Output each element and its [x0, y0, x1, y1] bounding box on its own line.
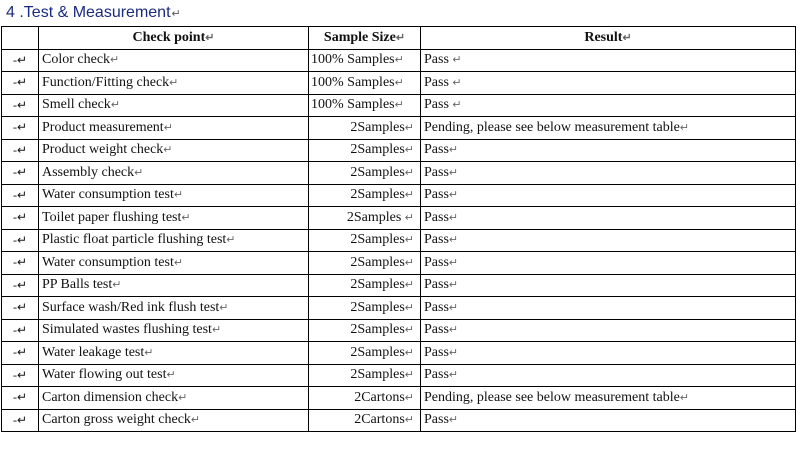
- sample-size-cell: 2Samples↵: [309, 274, 421, 297]
- paragraph-mark-icon: ↵: [166, 369, 176, 382]
- paragraph-mark-icon: ↵: [395, 31, 406, 44]
- table-row: [2, 49, 796, 72]
- row-bullet: -↵: [2, 409, 39, 432]
- paragraph-mark-icon: ↵: [404, 391, 414, 404]
- paragraph-mark-icon: ↵: [448, 324, 459, 337]
- check-point-cell: Assembly check↵: [39, 162, 309, 185]
- row-bullet: -↵: [2, 252, 39, 275]
- paragraph-mark-icon: ↵: [219, 301, 229, 314]
- paragraph-mark-icon: ↵: [448, 234, 459, 247]
- check-point-cell: Color check↵: [39, 49, 309, 72]
- sample-size-cell: 2Samples↵: [309, 297, 421, 320]
- result-cell: Pass↵: [421, 207, 796, 230]
- check-point-cell: Water leakage test↵: [39, 342, 309, 365]
- table-row: [2, 229, 796, 252]
- check-point-cell: Simulated wastes flushing test↵: [39, 319, 309, 342]
- paragraph-mark-icon: ↵: [404, 121, 414, 134]
- row-bullet: -↵: [2, 49, 39, 72]
- paragraph-mark-icon: ↵: [171, 8, 181, 20]
- paragraph-mark-icon: ↵: [404, 301, 414, 314]
- table-row: [2, 252, 796, 275]
- paragraph-mark-icon: ↵: [448, 369, 459, 382]
- table-row: [2, 297, 796, 320]
- result-cell: Pass↵: [421, 409, 796, 432]
- paragraph-mark-icon: ↵: [448, 256, 459, 269]
- result-cell: Pass↵: [421, 342, 796, 365]
- sample-size-cell: 2Samples↵: [309, 184, 421, 207]
- paragraph-mark-icon: ↵: [404, 189, 414, 202]
- result-cell: Pass ↵: [421, 72, 796, 95]
- row-bullet: -↵: [2, 319, 39, 342]
- check-point-cell: PP Balls test↵: [39, 274, 309, 297]
- paragraph-mark-icon: ↵: [622, 31, 632, 44]
- sample-size-cell: 2Samples↵: [309, 162, 421, 185]
- header-bullet-cell: [2, 27, 39, 50]
- paragraph-mark-icon: ↵: [452, 54, 462, 67]
- paragraph-mark-icon: ↵: [163, 121, 173, 134]
- section-heading: [0, 0, 796, 26]
- table-row: [2, 319, 796, 342]
- table-row: [2, 94, 796, 117]
- table-row: [2, 274, 796, 297]
- row-bullet: -↵: [2, 229, 39, 252]
- sample-size-cell: 2Samples↵: [309, 342, 421, 365]
- row-bullet: -↵: [2, 342, 39, 365]
- paragraph-mark-icon: ↵: [226, 234, 236, 247]
- paragraph-mark-icon: ↵: [404, 211, 414, 224]
- result-cell: Pass ↵: [421, 49, 796, 72]
- result-cell: Pass↵: [421, 274, 796, 297]
- paragraph-mark-icon: ↵: [452, 76, 462, 89]
- row-bullet: -↵: [2, 117, 39, 140]
- check-point-cell: Water consumption test↵: [39, 184, 309, 207]
- paragraph-mark-icon: ↵: [404, 166, 414, 179]
- table-row: [2, 162, 796, 185]
- paragraph-mark-icon: ↵: [134, 166, 144, 179]
- paragraph-mark-icon: ↵: [181, 211, 191, 224]
- table-body: [2, 49, 796, 432]
- table-row: [2, 117, 796, 140]
- paragraph-mark-icon: ↵: [404, 279, 414, 292]
- sample-size-cell: 2Samples↵: [309, 229, 421, 252]
- paragraph-mark-icon: ↵: [110, 54, 120, 67]
- paragraph-mark-icon: ↵: [448, 144, 459, 157]
- table-row: [2, 387, 796, 410]
- table-header-row: [2, 27, 796, 50]
- check-point-cell: Water consumption test↵: [39, 252, 309, 275]
- paragraph-mark-icon: ↵: [448, 166, 459, 179]
- check-point-cell: Product measurement↵: [39, 117, 309, 140]
- result-cell: Pass↵: [421, 364, 796, 387]
- paragraph-mark-icon: ↵: [144, 346, 154, 359]
- row-bullet: -↵: [2, 94, 39, 117]
- paragraph-mark-icon: ↵: [110, 99, 121, 112]
- sample-size-cell: 2Samples↵: [309, 319, 421, 342]
- paragraph-mark-icon: ↵: [205, 31, 215, 44]
- paragraph-mark-icon: ↵: [404, 346, 414, 359]
- paragraph-mark-icon: ↵: [404, 324, 414, 337]
- paragraph-mark-icon: ↵: [173, 189, 184, 202]
- paragraph-mark-icon: ↵: [448, 189, 459, 202]
- check-point-cell: Smell check↵: [39, 94, 309, 117]
- paragraph-mark-icon: ↵: [404, 414, 414, 427]
- check-point-cell: Product weight check↵: [39, 139, 309, 162]
- paragraph-mark-icon: ↵: [452, 99, 462, 112]
- paragraph-mark-icon: ↵: [211, 324, 222, 337]
- sample-size-cell: 2Samples↵: [309, 117, 421, 140]
- table-row: [2, 184, 796, 207]
- table-row: [2, 207, 796, 230]
- header-result: Result↵: [421, 27, 796, 50]
- result-cell: Pass↵: [421, 252, 796, 275]
- check-point-cell: Surface wash/Red ink flush test↵: [39, 297, 309, 320]
- result-cell: Pending, please see below measurement table↵: [421, 387, 796, 410]
- paragraph-mark-icon: ↵: [190, 414, 201, 427]
- paragraph-mark-icon: ↵: [404, 234, 414, 247]
- sample-size-cell: 2Cartons↵: [309, 409, 421, 432]
- result-cell: Pass↵: [421, 184, 796, 207]
- row-bullet: -↵: [2, 297, 39, 320]
- row-bullet: -↵: [2, 387, 39, 410]
- check-point-cell: Function/Fitting check↵: [39, 72, 309, 95]
- row-bullet: -↵: [2, 72, 39, 95]
- paragraph-mark-icon: ↵: [448, 211, 459, 224]
- paragraph-mark-icon: ↵: [169, 76, 179, 89]
- sample-size-cell: 2Samples↵: [309, 364, 421, 387]
- result-cell: Pass↵: [421, 319, 796, 342]
- paragraph-mark-icon: ↵: [112, 279, 122, 292]
- result-cell: Pass↵: [421, 297, 796, 320]
- result-cell: Pass↵: [421, 162, 796, 185]
- row-bullet: -↵: [2, 274, 39, 297]
- check-point-cell: Toilet paper flushing test↵: [39, 207, 309, 230]
- paragraph-mark-icon: ↵: [394, 76, 404, 89]
- result-cell: Pass ↵: [421, 94, 796, 117]
- table-row: [2, 342, 796, 365]
- header-check-point: Check point↵: [39, 27, 309, 50]
- paragraph-mark-icon: ↵: [404, 369, 414, 382]
- test-measurement-table: [1, 26, 796, 432]
- paragraph-mark-icon: ↵: [394, 99, 404, 112]
- check-point-cell: Carton gross weight check↵: [39, 409, 309, 432]
- paragraph-mark-icon: ↵: [163, 144, 173, 157]
- check-point-cell: Carton dimension check↵: [39, 387, 309, 410]
- sample-size-cell: 2Cartons↵: [309, 387, 421, 410]
- sample-size-cell: 2Samples↵: [309, 252, 421, 275]
- paragraph-mark-icon: ↵: [394, 54, 404, 67]
- check-point-cell: Plastic float particle flushing test↵: [39, 229, 309, 252]
- sample-size-cell: 2Samples↵: [309, 139, 421, 162]
- table-row: [2, 364, 796, 387]
- result-cell: Pass↵: [421, 139, 796, 162]
- paragraph-mark-icon: ↵: [679, 121, 690, 134]
- sample-size-cell: 100% Samples↵: [309, 49, 421, 72]
- paragraph-mark-icon: ↵: [448, 414, 459, 427]
- row-bullet: -↵: [2, 364, 39, 387]
- section-title: 4 .Test & Measurement: [6, 4, 171, 21]
- paragraph-mark-icon: ↵: [448, 346, 459, 359]
- sample-size-cell: 2Samples ↵: [309, 207, 421, 230]
- table-row: [2, 409, 796, 432]
- paragraph-mark-icon: ↵: [448, 301, 459, 314]
- paragraph-mark-icon: ↵: [679, 391, 690, 404]
- result-cell: Pending, please see below measurement table↵: [421, 117, 796, 140]
- result-cell: Pass↵: [421, 229, 796, 252]
- row-bullet: -↵: [2, 184, 39, 207]
- sample-size-cell: 100% Samples↵: [309, 94, 421, 117]
- check-point-cell: Water flowing out test↵: [39, 364, 309, 387]
- row-bullet: -↵: [2, 207, 39, 230]
- header-sample-size: Sample Size↵: [309, 27, 421, 50]
- row-bullet: -↵: [2, 139, 39, 162]
- table-row: [2, 139, 796, 162]
- paragraph-mark-icon: ↵: [448, 279, 459, 292]
- sample-size-cell: 100% Samples↵: [309, 72, 421, 95]
- paragraph-mark-icon: ↵: [173, 256, 184, 269]
- row-bullet: -↵: [2, 162, 39, 185]
- paragraph-mark-icon: ↵: [178, 391, 188, 404]
- paragraph-mark-icon: ↵: [404, 144, 414, 157]
- paragraph-mark-icon: ↵: [404, 256, 414, 269]
- table-row: [2, 72, 796, 95]
